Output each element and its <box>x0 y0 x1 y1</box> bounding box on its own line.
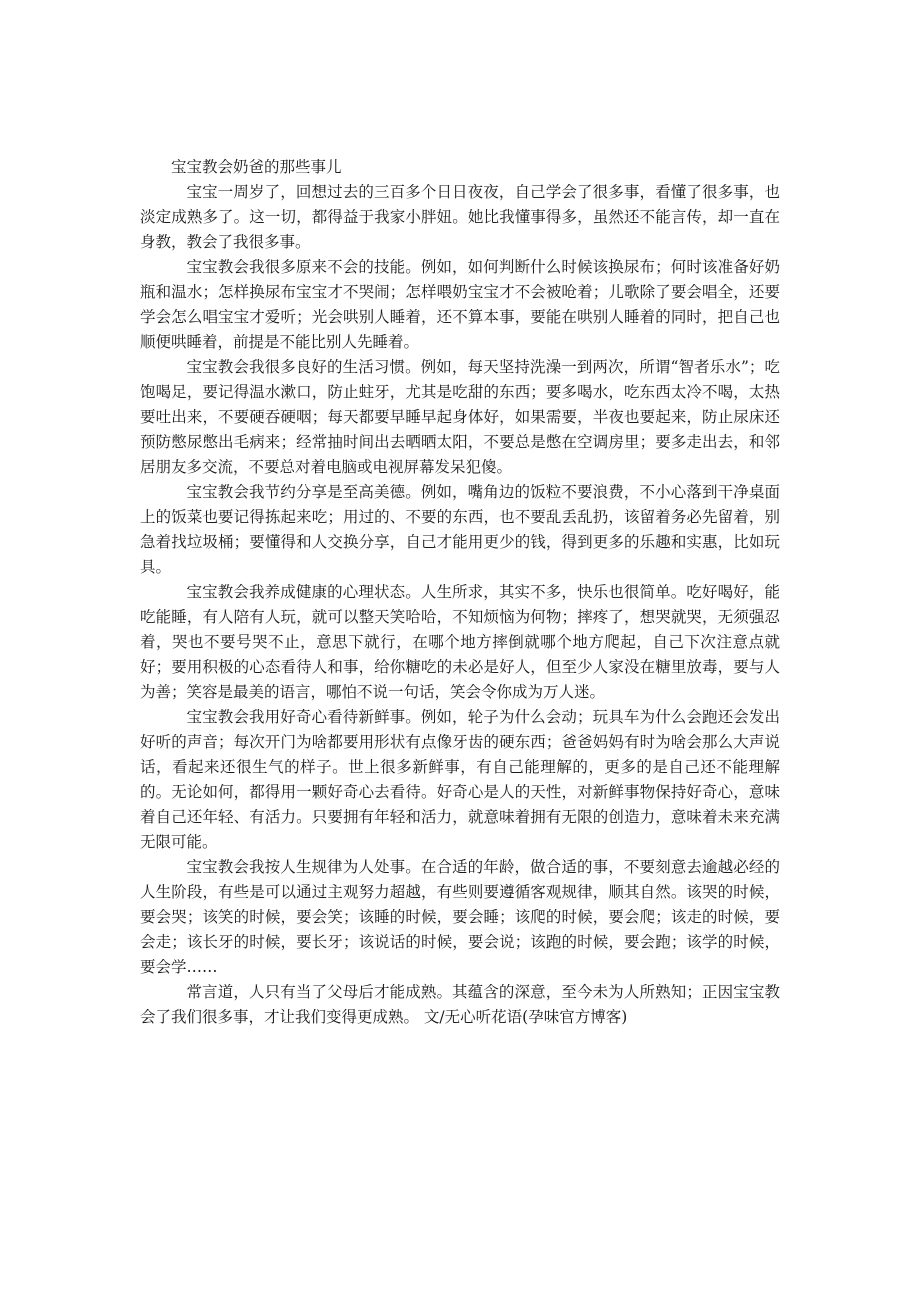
paragraph-intro: 宝宝一周岁了，回想过去的三百多个日日夜夜，自己学会了很多事，看懂了很多事，也淡定成熟多了。这一切，都得益于我家小胖妞。她比我懂事得多，虽然还不能言传，却一直在身教，教会了我很多事。 <box>140 183 780 251</box>
document-title: 宝宝教会奶爸的那些事儿 <box>171 158 342 176</box>
paragraph-conclusion: 常言道，人只有当了父母后才能成熟。其蕴含的深意，至今未为人所熟知；正因宝宝教会了我们很多事，才让我们变得更成熟。 文/无心听花语(孕味官方博客) <box>140 983 780 1026</box>
paragraph-habits: 宝宝教会我很多良好的生活习惯。例如，每天坚持洗澡一到两次，所谓“智者乐水”；吃饱喝足，要记得温水漱口，防止蛀牙，尤其是吃甜的东西；要多喝水，吃东西太冷不喝，太热要吐出来，不要硬吞硬咽；每天都要早睡早起身体好，如果需要，半夜也要起来，防止尿床还预防憋尿憋出毛病来；经常抽时间出去晒晒太阳，不要总是憋在空调房里；要多走出去，和邻居朋友多交流，不要总对着电脑或电视屏幕发呆犯傻。 <box>140 358 780 476</box>
paragraph-sharing: 宝宝教会我节约分享是至高美德。例如，嘴角边的饭粒不要浪费，不小心落到干净桌面上的饭菜也要记得拣起来吃；用过的、不要的东西，也不要乱丢乱扔，该留着务必先留着，别急着找垃圾桶；要懂得和人交换分享，自己才能用更少的钱，得到更多的乐趣和实惠，比如玩具。 <box>140 483 780 576</box>
paragraph-skills: 宝宝教会我很多原来不会的技能。例如，如何判断什么时候该换尿布；何时该准备好奶瓶和温水；怎样换尿布宝宝才不哭闹；怎样喂奶宝宝才不会被呛着；儿歌除了要会唱全，还要学会怎么唱宝宝才爱听；光会哄别人睡着，还不算本事，要能在哄别人睡着的同时，把自己也顺便哄睡着，前提是不能比别人先睡着。 <box>140 258 780 351</box>
paragraph-life-rules: 宝宝教会我按人生规律为人处事。在合适的年龄，做合适的事，不要刻意去逾越必经的人生阶段，有些是可以通过主观努力超越，有些则要遵循客观规律，顺其自然。该哭的时候，要会哭；该笑的时候，要会笑；该睡的时候，要会睡；该爬的时候，要会爬；该走的时候，要会走；该长牙的时候，要长牙；该说话的时候，要会说；该跑的时候，要会跑；该学的时候，要会学…… <box>140 858 780 976</box>
paragraph-mindset: 宝宝教会我养成健康的心理状态。人生所求，其实不多，快乐也很简单。吃好喝好，能吃能睡，有人陪有人玩，就可以整天笑哈哈，不知烦恼为何物；摔疼了，想哭就哭，无须强忍着，哭也不要号哭不止，意思下就行，在哪个地方摔倒就哪个地方爬起，自己下次注意点就好；要用积极的心态看待人和事，给你糖吃的未必是好人，但至少人家没在糖里放毒，要与人为善；笑容是最美的语言，哪怕不说一句话，笑会令你成为万人迷。 <box>140 583 780 701</box>
paragraph-curiosity: 宝宝教会我用好奇心看待新鲜事。例如，轮子为什么会动；玩具车为什么会跑还会发出好听的声音；每次开门为啥都要用形状有点像牙齿的硬东西；爸爸妈妈有时为啥会那么大声说话，看起来还很生气的样子。世上很多新鲜事，有自己能理解的，更多的是自己还不能理解的。无论如何，都得用一颗好奇心去看待。好奇心是人的天性，对新鲜事物保持好奇心，意味着自己还年轻、有活力。只要拥有年轻和活力，就意味着拥有无限的创造力，意味着未来充满无限可能。 <box>140 708 780 851</box>
document-body <box>140 155 780 1030</box>
